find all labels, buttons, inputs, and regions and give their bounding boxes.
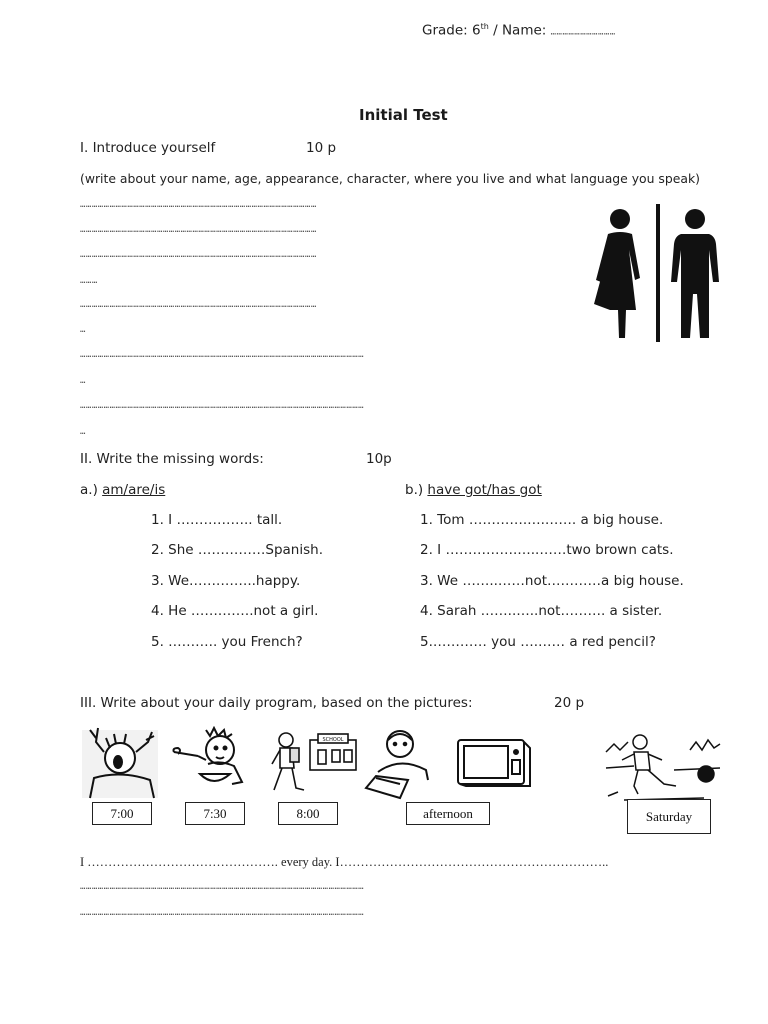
homework-picture (364, 728, 438, 800)
part-a-heading (80, 482, 165, 498)
section2-heading: II. Write the missing words: (80, 451, 264, 467)
exercise-a-item-2[interactable]: 2. She ……………Spanish. (151, 542, 323, 558)
section2-points: 10p (366, 451, 392, 467)
breakfast-picture (172, 726, 258, 796)
name-label: / Name: (488, 22, 551, 39)
grade-name-line (422, 22, 616, 39)
part-a-label: a.) (80, 482, 103, 498)
waking-up-picture (80, 722, 160, 800)
writing-line-2[interactable]: ………………………………………………………………………………………………………… (80, 225, 317, 235)
exercise-a-item-1[interactable]: 1. I …………….. tall. (151, 512, 283, 528)
writing-line-4-end[interactable]: … (80, 325, 86, 335)
part-b-heading (405, 482, 542, 498)
writing-line-1[interactable]: ………………………………………………………………………………………………………… (80, 200, 317, 210)
exercise-a-item-4[interactable]: 4. He …….…….not a girl. (151, 603, 319, 619)
school-sign-text: SCHOOL (322, 737, 344, 743)
writing-line-5[interactable]: ……………………………………………………………………………………………………………………………… (80, 350, 365, 360)
daily-program-line-2[interactable]: ……………………………………………………………………………………………………………………………… (80, 882, 365, 892)
going-to-school-picture (266, 728, 360, 798)
time-box-7-00: 7:00 (92, 802, 152, 825)
writing-line-5-end[interactable]: … (80, 376, 86, 386)
part-b-title: have got/has got (427, 482, 542, 498)
writing-line-4[interactable]: ………………………………………………………………………………………………………… (80, 300, 317, 310)
daily-program-line-3[interactable]: ……………………………………………………………………………………………………………………………… (80, 908, 365, 918)
writing-line-6-end[interactable]: … (80, 427, 86, 437)
writing-line-3[interactable]: ………………………………………………………………………………………………………… (80, 250, 317, 260)
exercise-a-item-5[interactable]: 5. ……….. you French? (151, 634, 303, 650)
tv-picture (456, 738, 532, 788)
time-box-afternoon: afternoon (406, 802, 490, 825)
writing-line-3-end[interactable]: ……… (80, 276, 98, 286)
part-b-label: b.) (405, 482, 428, 498)
exercise-b-item-3[interactable]: 3. We ……..……not…………a big house. (420, 573, 684, 589)
name-field-dots[interactable]: …………………………… (550, 27, 616, 38)
exercise-b-item-1[interactable]: 1. Tom ………….….……. a big house. (420, 512, 664, 528)
section1-instructions: (write about your name, age, appearance, character, where you live and what language you speak) (80, 171, 700, 186)
writing-line-6[interactable]: ……………………………………………………………………………………………………………………………… (80, 401, 365, 411)
exercise-b-item-2[interactable]: 2. I …………….…..……two brown cats. (420, 542, 674, 558)
page-title: Initial Test (359, 106, 448, 124)
section1-points: 10 p (306, 140, 337, 156)
section3-points: 20 p (554, 695, 585, 711)
time-box-saturday: Saturday (627, 799, 711, 834)
part-a-title: am/are/is (102, 482, 166, 498)
time-box-8-00: 8:00 (278, 802, 338, 825)
section1-heading: I. Introduce yourself (80, 140, 216, 156)
grade-superscript: th (480, 22, 489, 31)
daily-program-line-1[interactable]: I ………………………………………. every day. I……………………………………………………….. (80, 855, 609, 869)
section3-heading: III. Write about your daily program, based on the pictures: (80, 695, 473, 711)
time-box-7-30: 7:30 (185, 802, 245, 825)
exercise-b-item-4[interactable]: 4. Sarah ……..…..not………. a sister. (420, 603, 663, 619)
grade-label: Grade: 6 (422, 22, 481, 39)
woman-man-pictogram (588, 202, 728, 344)
exercise-b-item-5[interactable]: 5.………… you ….…… a red pencil? (420, 634, 656, 650)
exercise-a-item-3[interactable]: 3. We…….……..happy. (151, 573, 301, 589)
football-picture (604, 730, 722, 802)
